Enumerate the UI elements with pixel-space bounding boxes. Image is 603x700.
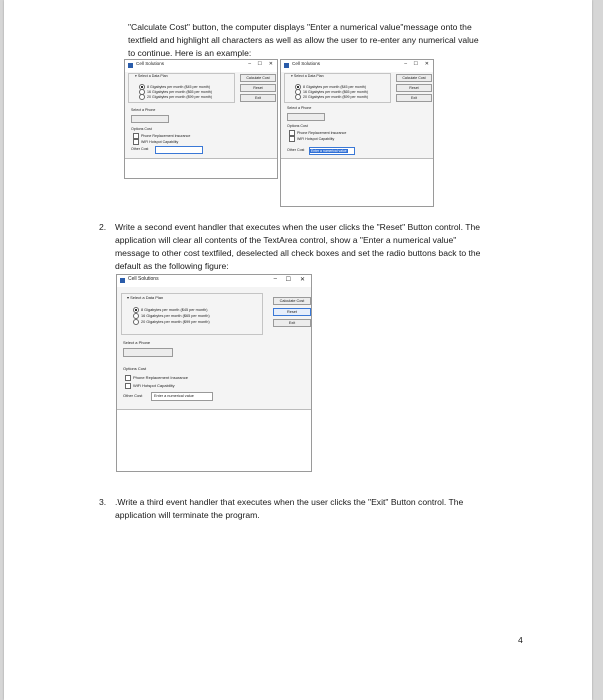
plan-option[interactable]: 8 Gigabytes per month ($45 per month) xyxy=(133,307,207,313)
other-cost-field[interactable]: Enter a numerical value xyxy=(309,147,355,155)
phone-select[interactable] xyxy=(131,115,169,123)
data-plan-heading: ▾ Select a Data Plan xyxy=(291,74,324,78)
app-icon xyxy=(120,278,125,283)
text-line: default as the following figure: xyxy=(115,261,229,271)
other-cost-field[interactable] xyxy=(155,146,203,154)
insurance-checkbox[interactable]: Phone Replacement Insurance xyxy=(133,133,190,139)
results-textarea[interactable] xyxy=(117,409,311,471)
reset-button[interactable]: Reset xyxy=(396,84,432,92)
text-line: application will clear all contents of the TextArea control, show a "Enter a numerical value" xyxy=(115,235,457,245)
window-title: Cell Solutions xyxy=(136,61,165,66)
reset-button[interactable]: Reset xyxy=(273,308,311,316)
plan-option[interactable]: 8 Gigabytes per month ($45 per month) xyxy=(295,84,366,90)
plan-option[interactable]: 8 Gigabytes per month ($45 per month) xyxy=(139,84,210,90)
close-icon[interactable]: ✕ xyxy=(424,61,429,67)
plan-option[interactable]: 20 Gigabytes per month ($99 per month) xyxy=(139,94,212,100)
phone-label: Select a Phone xyxy=(123,340,151,345)
other-cost-label: Other Cost xyxy=(287,148,305,152)
window-title: Cell Solutions xyxy=(292,61,321,66)
insurance-checkbox[interactable]: Phone Replacement Insurance xyxy=(289,130,346,136)
options-label: Options Cost xyxy=(131,127,152,131)
document-page xyxy=(4,0,592,700)
other-cost-field[interactable]: Enter a numerical value xyxy=(151,392,213,401)
text-line: .Write a third event handler that executes when the user clicks the "Exit" Button control. The xyxy=(115,497,464,507)
text-line: "Calculate Cost" button, the computer displays "Enter a numerical value"message onto the xyxy=(128,22,472,32)
text-line: Write a second event handler that executes when the user clicks the "Reset" Button control. The xyxy=(115,222,481,232)
other-cost-label: Other Cost xyxy=(131,147,149,151)
plan-option[interactable]: 16 Gigabytes per month ($65 per month) xyxy=(139,89,212,95)
insurance-checkbox[interactable]: Phone Replacement Insurance xyxy=(125,375,188,381)
exit-button[interactable]: Exit xyxy=(396,94,432,102)
data-plan-heading: ▾ Select a Data Plan xyxy=(127,295,164,300)
text-line: textfield and highlight all characters as well as allow the user to re-enter any numerical value xyxy=(128,35,479,45)
plan-option[interactable]: 20 Gigabytes per month ($99 per month) xyxy=(295,94,368,100)
text-line: application will terminate the program. xyxy=(115,510,260,520)
calculate-cost-button[interactable]: Calculate Cost xyxy=(240,74,276,82)
window-title: Cell Solutions xyxy=(128,276,159,282)
exit-button[interactable]: Exit xyxy=(240,94,276,102)
maximize-icon[interactable]: ☐ xyxy=(257,61,262,67)
options-label: Options Cost xyxy=(123,366,147,371)
results-textarea[interactable] xyxy=(125,158,277,178)
reset-example-window xyxy=(116,274,312,472)
item-number: 3. xyxy=(99,497,107,507)
plan-option[interactable]: 16 Gigabytes per month ($65 per month) xyxy=(295,89,368,95)
phone-select[interactable] xyxy=(123,348,173,357)
app-icon xyxy=(284,63,289,68)
app-icon xyxy=(128,63,133,68)
calculate-cost-button[interactable]: Calculate Cost xyxy=(396,74,432,82)
plan-option[interactable]: 20 Gigabytes per month ($99 per month) xyxy=(133,319,210,325)
minimize-icon[interactable]: – xyxy=(404,61,407,67)
other-cost-label: Other Cost xyxy=(123,393,143,398)
hotspot-checkbox[interactable]: WiFi Hotspot Capability xyxy=(289,136,334,142)
results-textarea[interactable] xyxy=(281,158,433,206)
phone-label: Select a Phone xyxy=(287,106,312,110)
close-icon[interactable]: ✕ xyxy=(299,277,305,283)
hotspot-checkbox[interactable]: WiFi Hotspot Capability xyxy=(125,383,175,389)
text-line: message to other cost textfiled, deselected all check boxes and set the radio buttons back to the xyxy=(115,248,481,258)
phone-select[interactable] xyxy=(287,113,325,121)
plan-option[interactable]: 16 Gigabytes per month ($65 per month) xyxy=(133,313,210,319)
text-line: to continue. Here is an example: xyxy=(128,48,252,58)
page-number: 4 xyxy=(518,635,523,645)
reset-button[interactable]: Reset xyxy=(240,84,276,92)
calculate-cost-button[interactable]: Calculate Cost xyxy=(273,297,311,305)
options-label: Options Cost xyxy=(287,124,308,128)
maximize-icon[interactable]: ☐ xyxy=(413,61,418,67)
item-number: 2. xyxy=(99,222,107,232)
minimize-icon[interactable]: – xyxy=(273,276,277,282)
minimize-icon[interactable]: – xyxy=(248,61,251,67)
title-bar xyxy=(117,275,311,287)
data-plan-heading: ▾ Select a Data Plan xyxy=(135,74,168,78)
phone-label: Select a Phone xyxy=(131,108,156,112)
maximize-icon[interactable]: ☐ xyxy=(285,277,291,283)
exit-button[interactable]: Exit xyxy=(273,319,311,327)
title-bar xyxy=(281,60,433,72)
hotspot-checkbox[interactable]: WiFi Hotspot Capability xyxy=(133,139,178,145)
example-window-before xyxy=(124,59,278,179)
close-icon[interactable]: ✕ xyxy=(268,61,273,67)
example-window-after xyxy=(280,59,434,207)
title-bar xyxy=(125,60,277,72)
